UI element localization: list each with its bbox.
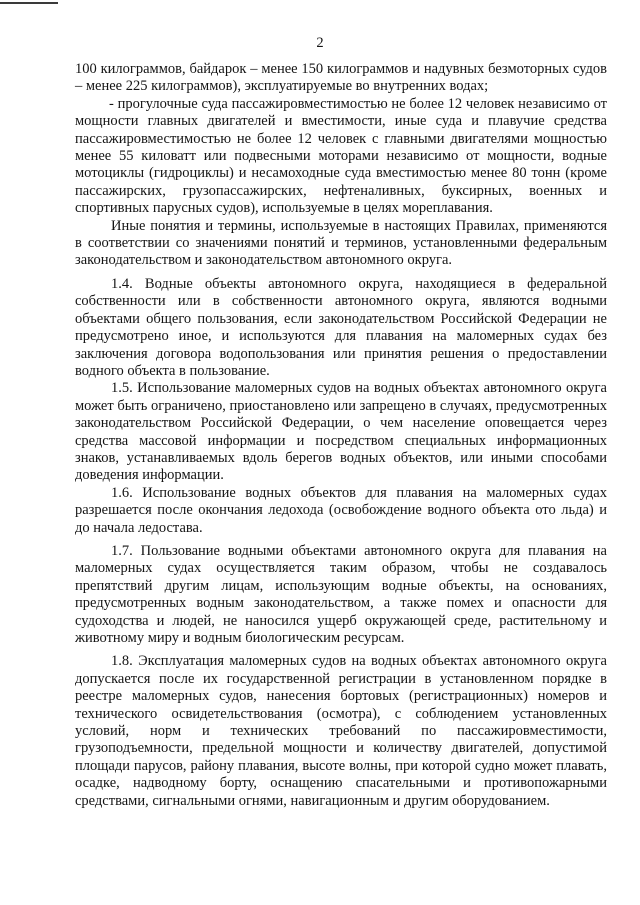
page-number: 2: [316, 35, 324, 51]
list-item-pleasure-boats: - прогулочные суда пассажировместимостью не более 12 человек независимо от мощности главных двигателей и вместимости, иные суда и плавучие средства пассажировместимостью не более 12 человек с главными двигателями мощностью менее 55 киловатт или подвесными моторами независимо от мощности, водные мотоциклы (гидроциклы) и несамоходные суда вместимостью менее 80 тонн (кроме пассажирских, грузопассажирских, нефтеналивных, буксирных, военных и спортивных парусных судов), используемые в целях мореплавания.: [75, 95, 607, 217]
paragraph-1-4: 1.4. Водные объекты автономного округа, находящиеся в федеральной собственности или в собственности автономного округа, являются водными объектами общего пользования, если законодательством Российской Федерации не предусмотрено иное, и используются для плавания на маломерных судах без заключения договора водопользования или принятия решения о предоставлении водного объекта в пользование.: [75, 275, 607, 379]
paragraph-1-6: 1.6. Использование водных объектов для плавания на маломерных судах разрешается после окончания ледохода (освобождение водного объекта ото льда) и до начала ледостава.: [75, 484, 607, 536]
paragraph-1-5: 1.5. Использование маломерных судов на водных объектах автономного округа может быть ограничено, приостановлено или запрещено в случаях, предусмотренных законодательством Российской Федерации, о чем население оповещается через средства массовой информации и посредством специальных информационных знаков, устанавливаемых вдоль берегов водных объектов, или иными способами доведения информации.: [75, 380, 607, 484]
paragraph-continuation: 100 килограммов, байдарок – менее 150 килограммов и надувных безмоторных судов – менее 225 килограммов), эксплуатируемые во внутренних водах;: [75, 61, 607, 95]
paragraph-1-7: 1.7. Пользование водными объектами автономного округа для плавания на маломерных судах осуществляется таким образом, чтобы не создавалось препятствий другим лицам, использующим водные объекты, на основаниях, предусмотренных водным законодательством, а также помех и опасности для судоходства и людей, не наносился ущерб окружающей среде, растительному и животному миру и водным биологическим ресурсам.: [75, 542, 607, 646]
document-body: [75, 61, 607, 810]
paragraph-1-8: 1.8. Эксплуатация маломерных судов на водных объектах автономного округа допускается после их государственной регистрации в установленном порядке в реестре маломерных судов, нанесения бортовых (регистрационных) номеров и технического освидетельствования (осмотра), с соблюдением установленных условий, норм и технических требований по пассажировместимости, грузоподъемности, предельной мощности и количеству двигателей, допустимой площади парусов, району плавания, высоте волны, при которой судно может плавать, осадке, надводному борту, оснащению спасательными и противопожарными средствами, сигнальными огнями, навигационным и другим оборудованием.: [75, 653, 607, 809]
paragraph-other-terms: Иные понятия и термины, используемые в настоящих Правилах, применяются в соответствии со значениями понятий и терминов, установленными федеральным законодательством и законодательством автономного округа.: [75, 217, 607, 269]
top-rule: [0, 2, 58, 4]
